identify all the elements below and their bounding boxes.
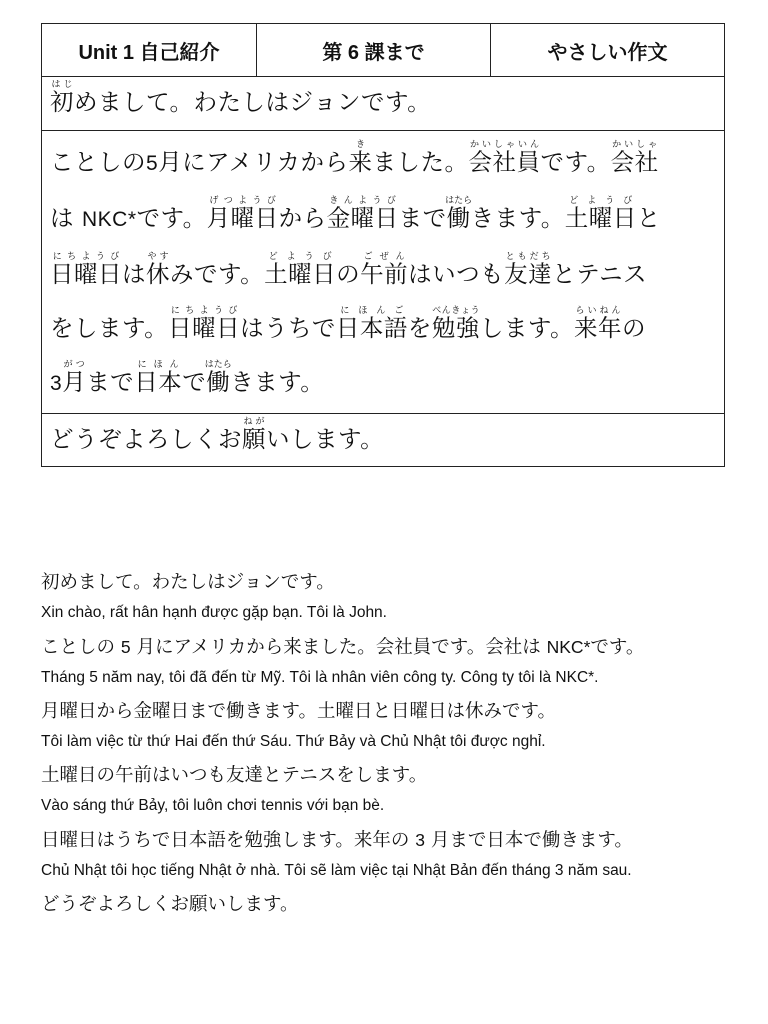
jp-sentence-6: どうぞよろしくお願いします。 (41, 894, 299, 915)
header-row (42, 24, 724, 77)
unit-title: Unit 1 自己紹介 (78, 41, 220, 64)
jp-sentence-5: 日曜日はうちで日本語を勉強します。来年の 3 月まで日本で働きます。 (41, 830, 633, 851)
vi-translation-3: Tôi làm việc từ thứ Hai đến thứ Sáu. Thứ Bảy và Chủ Nhật tôi được nghỉ. (41, 733, 546, 750)
jp-sentence-4: 土曜日の午前はいつも友達とテニスをします。 (41, 765, 428, 786)
lesson-range: 第 6 課まで (256, 24, 490, 76)
body-line-3: 日曜日にちようびは休やすみです。土曜日どようびの午前ごぜんはいつも友達ともだちとテニス (50, 252, 648, 288)
jp-sentence-1: 初めまして。わたしはジョンです。 (41, 572, 335, 593)
vi-translation-1: Xin chào, rất hân hạnh được gặp bạn. Tôi là John. (41, 604, 387, 621)
closing-line: どうぞよろしくお願ねがいします。 (50, 417, 385, 453)
jp-sentence-2: ことしの 5 月にアメリカから来ました。会社員です。会社は NKC*です。 (41, 637, 645, 658)
intro-line: 初はじめまして。わたしはジョンです。 (50, 80, 432, 116)
body-box (42, 131, 724, 414)
body-line-1: ことしの5月にアメリカから来きました。会社員かいしゃいんです。会社かいしゃ (50, 140, 659, 176)
body-line-4: をします。日曜日にちようびはうちで日本語にほんごを勉強べんきょうします。来年らいねんの (50, 306, 647, 342)
intro-box (42, 77, 724, 131)
jp-sentence-3: 月曜日から金曜日まで働きます。土曜日と日曜日は休みです。 (41, 701, 557, 722)
body-line-2: は NKC*です。月曜日げつようびから金曜日きんようびまで働はたらきます。土曜日どようびと (50, 196, 661, 232)
furigana-word: 初はじ (50, 80, 74, 116)
body-line-5: 3月がつまで日本にほんで働はたらきます。 (50, 360, 325, 396)
worksheet-title: やさしい作文 (490, 24, 724, 76)
translation-section (41, 560, 741, 922)
vi-translation-2: Tháng 5 năm nay, tôi đã đến từ Mỹ. Tôi là nhân viên công ty. Công ty tôi là NKC*. (41, 669, 599, 686)
vi-translation-4: Vào sáng thứ Bảy, tôi luôn chơi tennis với bạn bè. (41, 797, 385, 814)
vi-translation-5: Chủ Nhật tôi học tiếng Nhật ở nhà. Tôi sẽ làm việc tại Nhật Bản đến tháng 3 năm sau. (41, 862, 632, 879)
composition-sheet (41, 23, 725, 467)
closing-box (42, 414, 724, 466)
